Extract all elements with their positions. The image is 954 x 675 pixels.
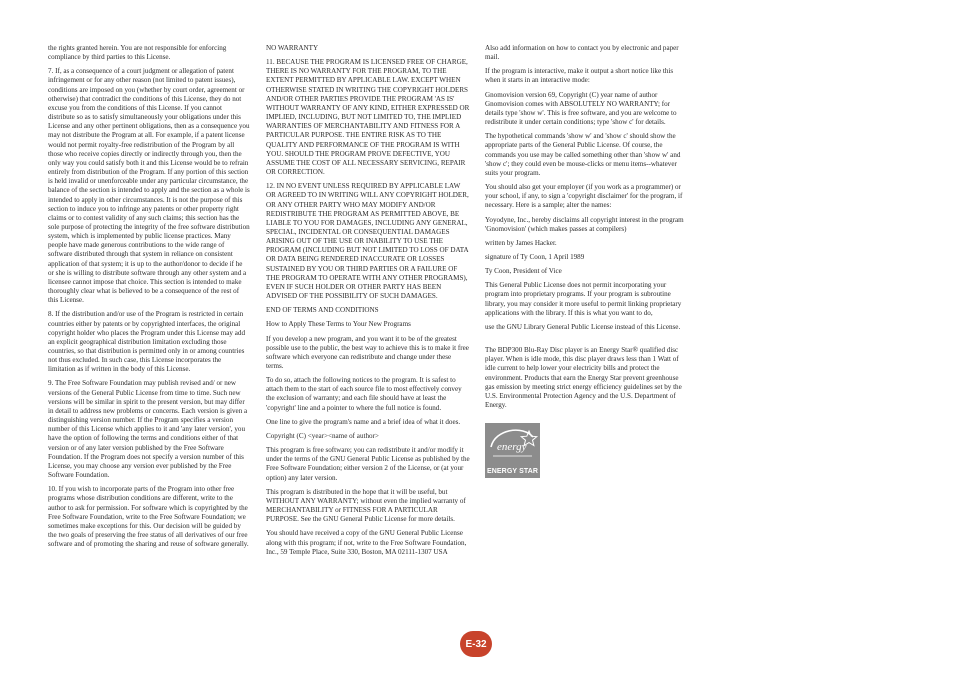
paragraph: 11. BECAUSE THE PROGRAM IS LICENSED FREE OF CHARGE, THERE IS NO WARRANTY FOR THE PROGRAM, TO THE EXTENT PERMITTED BY APPLICABLE LAW. EXCEPT WHEN OTHERWISE STATED IN WRITING THE COPYRIGHT HOLDERS AND/OR OTHER PARTIES PROVIDE THE PROGRAM 'AS IS' WITHOUT WARRANTY OF ANY KIND, EITHER EXPRESSED OR IMPLIED, INCLUDING, BUT NOT LIMITED TO, THE IMPLIED WARRANTIES OF MERCHANTABILITY AND FITNESS FOR A PARTICULAR PURPOSE. THE ENTIRE RISK AS TO THE QUALITY AND PERFORMANCE OF THE PROGRAM IS WITH YOU. SHOULD THE PROGRAM PROVE DEFECTIVE, YOU ASSUME THE COST OF ALL NECESSARY SERVICING, REPAIR OR CORRECTION.: [266, 58, 470, 177]
license-notes: [485, 44, 688, 332]
paragraph: One line to give the program's name and a brief idea of what it does.: [266, 417, 461, 426]
paragraph: 10. If you wish to incorporate parts of the Program into other free programs whose distribution conditions are different, write to the author to ask for permission. For software which is copyrighted by the Free Software Foundation, write to the Free Software Foundation; we sometimes make exceptions for this. Our decision will be guided by the two goals of preserving the free status of all derivatives of our free software and of promoting the sharing and reuse of software generally.: [48, 485, 249, 549]
paragraph: This program is distributed in the hope that it will be useful, but WITHOUT ANY WARRANTY; without even the implied warranty of MERCHANTABILITY or FITNESS FOR A PARTICULAR PURPOSE. See the GNU General Public License for more details.: [266, 487, 466, 524]
energy-star-icon: [485, 423, 540, 465]
paragraph: The hypothetical commands 'show w' and 'show c' should show the appropriate parts of the General Public License. Of course, the commands you use may be called something other than 'show w' and 'show c'; they could even be mouse-clicks or menu items--whatever suits your program.: [485, 132, 681, 177]
paragraph: This program is free software; you can redistribute it and/or modify it under the terms of the GNU General Public License as published by the Free Software Foundation; either version 2 of the License, or (at your option) any later version.: [266, 446, 470, 482]
paragraph: Yoyodyne, Inc., hereby disclaims all copyright interest in the program 'Gnomovision' (which makes passes at compilers): [485, 215, 684, 233]
paragraph: the rights granted herein. You are not responsible for enforcing compliance by third parties to this License.: [48, 44, 227, 62]
paragraph: How to Apply These Terms to Your New Programs: [266, 320, 411, 329]
energy-star-logo: [485, 423, 540, 478]
paragraph: signature of Ty Coon, 1 April 1989: [485, 252, 585, 261]
paragraph: You should also get your employer (if you work as a programmer) or your school, if any, to sign a 'copyright disclaimer' for the program, if necessary. Here is a sample; alter the names:: [485, 183, 683, 210]
text-column-3: [485, 44, 688, 478]
paragraph: END OF TERMS AND CONDITIONS: [266, 306, 379, 315]
text-column-1: [48, 44, 250, 554]
paragraph: Gnomovision version 69, Copyright (C) year name of author Gnomovision comes with ABSOLUTELY NO WARRANTY; for details type 'show w'. This is free software, and you are welcome to redistribute it under certain conditions; type 'show c' for details.: [485, 90, 677, 127]
paragraph: To do so, attach the following notices to the program. It is safest to attach them to the start of each source file to most effectively convey the exclusion of warranty; and each file should have at least the 'copyright' line and a pointer to where the full notice is found.: [266, 376, 462, 412]
paragraph: Ty Coon, President of Vice: [485, 267, 562, 276]
paragraph: use the GNU Library General Public License instead of this License.: [485, 322, 681, 331]
paragraph: Copyright (C) <year><name of author>: [266, 431, 379, 440]
paragraph: 9. The Free Software Foundation may publish revised and/ or new versions of the General Public License from time to time. Such new versions will be similar in spirit to the present version, but may differ in detail to address new problems or concerns. Each version is given a distinguishing version number. If the Program specifies a version number of this License which applies to it and 'any later version', you have the option of following the terms and conditions either of that version or of any later version published by the Free Software Foundation. If the Program does not specify a version number of this License, you may choose any version ever published by the Free Software Foundation.: [48, 379, 248, 480]
paragraph: 12. IN NO EVENT UNLESS REQUIRED BY APPLICABLE LAW OR AGREED TO IN WRITING WILL ANY COPYRIGHT HOLDER, OR ANY OTHER PARTY WHO MAY MODIFY AND/OR REDISTRIBUTE THE PROGRAM AS PERMITTED ABOVE, BE LIABLE TO YOU FOR DAMAGES, INCLUDING ANY GENERAL, SPECIAL, INCIDENTAL OR CONSEQUENTIAL DAMAGES ARISING OUT OF THE USE OR INABILITY TO USE THE PROGRAM (INCLUDING BUT NOT LIMITED TO LOSS OF DATA OR DATA BEING RENDERED INACCURATE OR LOSSES SUSTAINED BY YOU OR THIRD PARTIES OR A FAILURE OF THE PROGRAM TO OPERATE WITH ANY OTHER PROGRAMS), EVEN IF SUCH HOLDER OR OTHER PARTY HAS BEEN ADVISED OF THE POSSIBILITY OF SUCH DAMAGES.: [266, 182, 469, 301]
paragraph: You should have received a copy of the GNU General Public License along with this program; if not, write to the Free Software Foundation, Inc., 59 Temple Place, Suite 330, Boston, MA 02111-1307 USA: [266, 529, 467, 556]
text-column-2: [266, 44, 470, 562]
paragraph: Also add information on how to contact you by electronic and paper mail.: [485, 44, 679, 62]
paragraph: written by James Hacker.: [485, 238, 557, 247]
energy-script: energy: [497, 441, 527, 454]
energy-star-paragraph: The BDP300 Blu-Ray Disc player is an Energy Star® qualified disc player. When is idle mode, this disc player draws less than 1 Watt of idle current to help lower your electricity bills and protect the environment. Products that earn the Energy Star prevent greenhouse gas emission by meeting strict energy efficiency guidelines set by the U.S. Environmental Protection Agency and the U.S. Department of Energy.: [485, 346, 682, 409]
paragraph: This General Public License does not permit incorporating your program into proprietary programs. If your program is subroutine library, you may consider it more useful to permit linking proprietary applications with the library. If this is what you want to do,: [485, 281, 682, 317]
paragraph: If the program is interactive, make it output a short notice like this when it starts in an interactive mode:: [485, 67, 674, 85]
paragraph: NO WARRANTY: [266, 44, 319, 52]
paragraph: 7. If, as a consequence of a court judgment or allegation of patent infringement or for any other reason (not limited to patent issues), conditions are imposed on you (whether by court order, agreement or otherwise) that contradict the conditions of this License, they do not excuse you from the conditions of this License. If you cannot distribute so as to satisfy simultaneously your obligations under this License and any other pertinent obligations, then as a consequence you may not distribute the Program at all. For example, if a patent license would not permit royalty-free redistribution of the Program by all those who receive copies directly or indirectly through you, then the only way you could satisfy both it and this License would be to refrain entirely from distribution of the Program. If any portion of this section is held invalid or unenforceable under any particular circumstance, the balance of the section is intended to apply and the section as a whole is intended to apply in other circumstances. It is not the purpose of this section to induce you to infringe any patents or other property right claims or to contest validity of any such claims; this section has the sole purpose of protecting the integrity of the free software distribution system, which is implemented by public license practices. Many people have made generous contributions to the wide range of software distributed through that system in reliance on consistent application of that system; it is up to the author/donor to decide if he or she is willing to distribute software through any other system and a licensee cannot impose that choice. This section is intended to make thoroughly clear what is believed to be a consequence of the rest of this License.: [48, 67, 250, 305]
page-number-badge: E-32: [460, 631, 492, 657]
paragraph: If you develop a new program, and you want it to be of the greatest possible use to the public, the best way to achieve this is to make it free software which everyone can redistribute and change under these terms.: [266, 334, 469, 370]
energy-star-label: ENERGY STAR: [486, 468, 539, 475]
paragraph: 8. If the distribution and/or use of the Program is restricted in certain countries either by patents or by copyrighted interfaces, the original copyright holder who places the Program under this License may add an explicit geographical distribution limitation excluding those countries, so that distribution is permitted only in or among countries not thus excluded. In such case, this License incorporates the limitation as if written in the body of this License.: [48, 310, 245, 374]
